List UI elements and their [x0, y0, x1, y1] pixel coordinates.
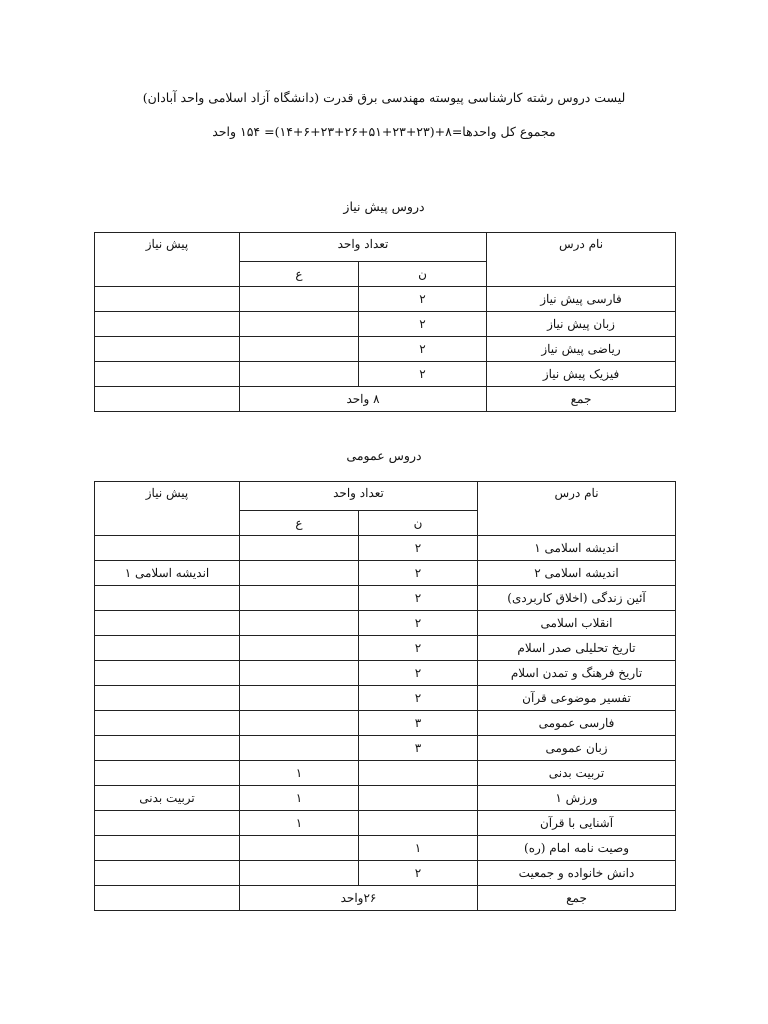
cell-theory-units: ۲ — [359, 861, 478, 886]
cell-theory-units: ۲ — [359, 536, 478, 561]
cell-theory-units: ۳ — [359, 736, 478, 761]
sum-row — [95, 886, 676, 911]
table-row — [95, 761, 676, 786]
general-courses-table — [94, 481, 676, 911]
col-header-theory: ن — [359, 262, 487, 287]
prereq-courses-table — [94, 232, 676, 412]
cell-theory-units: ۲ — [359, 312, 487, 337]
cell-course-name: تاریخ فرهنگ و تمدن اسلام — [478, 661, 676, 686]
cell-theory-units — [359, 761, 478, 786]
cell-prereq — [95, 811, 240, 836]
cell-prereq — [95, 886, 240, 911]
col-header-theory: ن — [359, 511, 478, 536]
cell-course-name: زبان پیش نیاز — [487, 312, 676, 337]
sum-row — [95, 387, 676, 412]
col-header-units: تعداد واحد — [240, 482, 478, 511]
cell-prereq — [95, 611, 240, 636]
col-header-practical: ع — [240, 262, 359, 287]
cell-practical-units — [240, 686, 359, 711]
cell-prereq — [95, 536, 240, 561]
cell-theory-units: ۲ — [359, 661, 478, 686]
cell-theory-units: ۲ — [359, 337, 487, 362]
sum-value: ۲۶واحد — [240, 886, 478, 911]
table-row — [95, 811, 676, 836]
cell-course-name: اندیشه اسلامی ۲ — [478, 561, 676, 586]
cell-practical-units — [240, 611, 359, 636]
cell-prereq — [95, 636, 240, 661]
cell-prereq — [95, 287, 240, 312]
sum-value: ۸ واحد — [240, 387, 487, 412]
table-row — [95, 536, 676, 561]
cell-course-name: اندیشه اسلامی ۱ — [478, 536, 676, 561]
cell-prereq: اندیشه اسلامی ۱ — [95, 561, 240, 586]
cell-prereq — [95, 736, 240, 761]
cell-course-name: ریاضی پیش نیاز — [487, 337, 676, 362]
cell-practical-units: ۱ — [240, 786, 359, 811]
cell-prereq — [95, 686, 240, 711]
cell-theory-units: ۱ — [359, 836, 478, 861]
cell-course-name: تاریخ تحلیلی صدر اسلام — [478, 636, 676, 661]
table-row — [95, 711, 676, 736]
cell-course-name: وصیت نامه امام (ره) — [478, 836, 676, 861]
table-row — [95, 861, 676, 886]
cell-prereq — [95, 836, 240, 861]
cell-practical-units — [240, 711, 359, 736]
table-row — [95, 611, 676, 636]
table-row — [95, 312, 676, 337]
cell-course-name: انقلاب اسلامی — [478, 611, 676, 636]
table-row — [95, 686, 676, 711]
sum-label: جمع — [478, 886, 676, 911]
cell-theory-units: ۲ — [359, 611, 478, 636]
cell-practical-units — [240, 586, 359, 611]
cell-course-name: زبان عمومی — [478, 736, 676, 761]
cell-prereq: تربیت بدنی — [95, 786, 240, 811]
cell-practical-units — [240, 736, 359, 761]
cell-practical-units — [240, 561, 359, 586]
table-row — [95, 636, 676, 661]
cell-practical-units — [240, 836, 359, 861]
cell-prereq — [95, 362, 240, 387]
table-row — [95, 661, 676, 686]
cell-course-name: آشنایی با قرآن — [478, 811, 676, 836]
cell-theory-units: ۲ — [359, 586, 478, 611]
cell-practical-units — [240, 861, 359, 886]
cell-theory-units: ۲ — [359, 287, 487, 312]
cell-course-name: تفسیر موضوعی قرآن — [478, 686, 676, 711]
table-row — [95, 586, 676, 611]
table-row — [95, 362, 676, 387]
cell-course-name: فارسی عمومی — [478, 711, 676, 736]
table-row — [95, 836, 676, 861]
cell-practical-units — [240, 536, 359, 561]
prereq-section-title: دروس پیش نیاز — [343, 199, 425, 214]
cell-theory-units — [359, 811, 478, 836]
table-row — [95, 561, 676, 586]
cell-practical-units — [240, 312, 359, 337]
table-row — [95, 337, 676, 362]
cell-prereq — [95, 312, 240, 337]
col-header-prereq: پیش نیاز — [95, 482, 240, 536]
cell-prereq — [95, 711, 240, 736]
col-header-name: نام درس — [487, 233, 676, 287]
cell-prereq — [95, 761, 240, 786]
cell-course-name: ورزش ۱ — [478, 786, 676, 811]
table-row — [95, 736, 676, 761]
cell-prereq — [95, 661, 240, 686]
cell-practical-units — [240, 337, 359, 362]
cell-practical-units — [240, 661, 359, 686]
cell-course-name: دانش خانواده و جمعیت — [478, 861, 676, 886]
cell-theory-units: ۳ — [359, 711, 478, 736]
total-units-line: مجموع کل واحدها=۸+(۲۳+۲۳+۵۱+۲۶+۲۳+۶+۱۴)= ۱۵۴ واحد — [212, 124, 556, 139]
col-header-practical: ع — [240, 511, 359, 536]
cell-practical-units: ۱ — [240, 811, 359, 836]
cell-theory-units — [359, 786, 478, 811]
table-row — [95, 786, 676, 811]
general-section-title: دروس عمومی — [346, 448, 422, 463]
cell-practical-units: ۱ — [240, 761, 359, 786]
cell-prereq — [95, 337, 240, 362]
cell-course-name: فارسی پیش نیاز — [487, 287, 676, 312]
cell-prereq — [95, 586, 240, 611]
col-header-name: نام درس — [478, 482, 676, 536]
cell-theory-units: ۲ — [359, 561, 478, 586]
cell-course-name: آئین زندگی (اخلاق کاربردی) — [478, 586, 676, 611]
cell-theory-units: ۲ — [359, 636, 478, 661]
cell-practical-units — [240, 287, 359, 312]
col-header-units: تعداد واحد — [240, 233, 487, 262]
cell-practical-units — [240, 362, 359, 387]
cell-prereq — [95, 861, 240, 886]
cell-prereq — [95, 387, 240, 412]
sum-label: جمع — [487, 387, 676, 412]
document-title: لیست دروس رشته کارشناسی پیوسته مهندسی برق قدرت (دانشگاه آزاد اسلامی واحد آبادان) — [142, 90, 626, 105]
col-header-prereq: پیش نیاز — [95, 233, 240, 287]
table-row — [95, 287, 676, 312]
cell-theory-units: ۲ — [359, 362, 487, 387]
cell-course-name: تربیت بدنی — [478, 761, 676, 786]
cell-practical-units — [240, 636, 359, 661]
cell-course-name: فیزیک پیش نیاز — [487, 362, 676, 387]
cell-theory-units: ۲ — [359, 686, 478, 711]
